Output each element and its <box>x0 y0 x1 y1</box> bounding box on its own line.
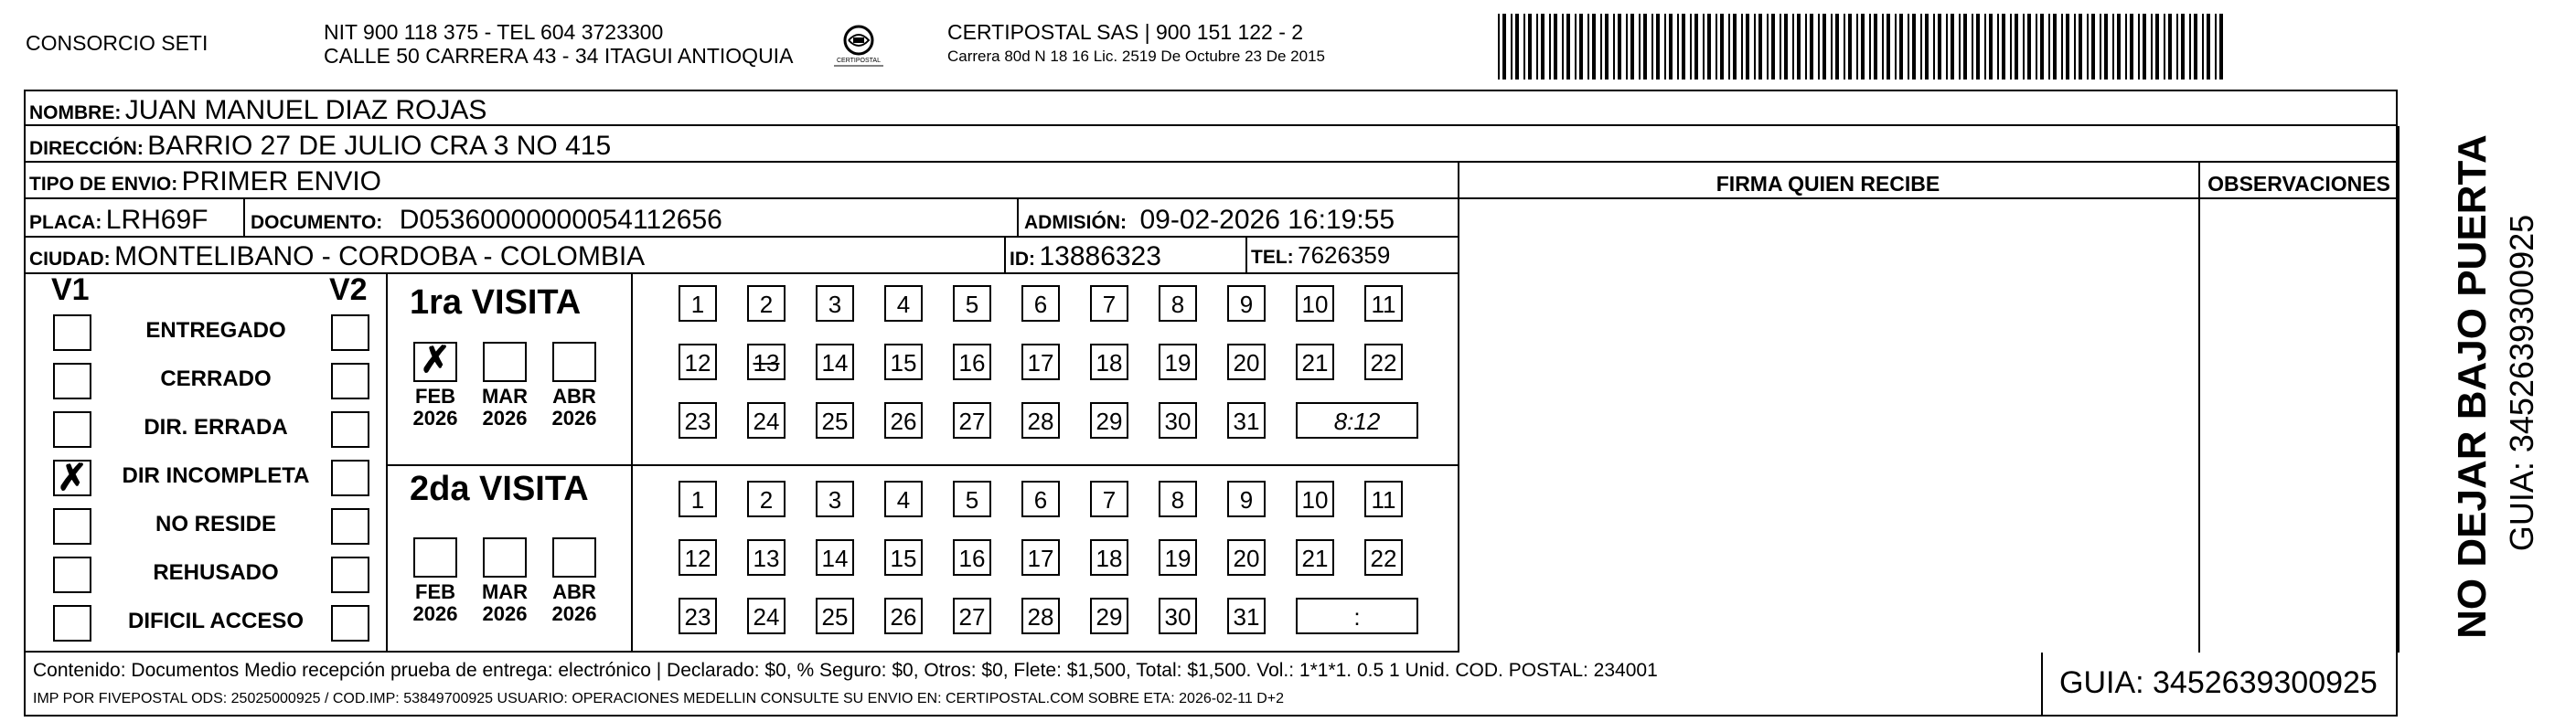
barcode-bar <box>1523 14 1525 80</box>
v1-checkbox[interactable] <box>53 605 91 642</box>
v1-checkbox[interactable] <box>53 411 91 448</box>
id-divider <box>1004 238 1006 274</box>
barcode-bar <box>1618 14 1621 80</box>
barcode-bar <box>1972 14 1973 80</box>
day-box[interactable]: 26 <box>884 402 923 439</box>
v2-checkbox[interactable] <box>331 460 369 496</box>
v2-checkbox[interactable] <box>331 557 369 593</box>
day-box[interactable]: 9 <box>1227 481 1266 517</box>
day-box[interactable]: 12 <box>679 539 717 576</box>
v2-checkbox[interactable] <box>331 605 369 642</box>
day-box[interactable]: 23 <box>679 402 717 439</box>
barcode-bar <box>1579 14 1583 80</box>
tel-field <box>1251 241 1390 270</box>
day-box[interactable]: 8 <box>1159 285 1197 322</box>
barcode-bar <box>1536 14 1538 80</box>
nombre-field <box>29 95 486 126</box>
barcode-bar <box>1848 14 1852 80</box>
firma-header-line <box>1458 197 2398 199</box>
second-visit-label: 2da VISITA <box>410 470 589 508</box>
barcode-bar <box>1733 14 1737 80</box>
company-name: CONSORCIO SETI <box>26 31 208 55</box>
id-value: 13886323 <box>1039 241 1161 271</box>
v2-checkbox[interactable] <box>331 411 369 448</box>
barcode-bar <box>1997 14 1999 80</box>
barcode-bar <box>1754 14 1756 80</box>
day-box[interactable]: 8 <box>1159 481 1197 517</box>
barcode-bar <box>1720 14 1724 80</box>
barcode-bar <box>1669 14 1673 80</box>
address-line: CALLE 50 CARRERA 43 - 34 ITAGUI ANTIOQUIA <box>324 44 794 68</box>
day-box[interactable]: 13 <box>747 344 786 380</box>
footer-guia-divider <box>2041 653 2043 717</box>
day-box[interactable]: 7 <box>1090 481 1128 517</box>
day-box[interactable]: 30 <box>1159 402 1197 439</box>
side-column-line <box>2398 126 2400 653</box>
month-checkbox[interactable] <box>552 342 596 382</box>
nombre-label: NOMBRE: <box>29 102 122 123</box>
barcode-bar <box>2061 14 2063 80</box>
barcode-bar <box>1887 14 1890 80</box>
barcode-bar <box>1805 14 1807 80</box>
id-field <box>1010 241 1161 272</box>
barcode-bar <box>1575 14 1577 80</box>
barcode-bar <box>1780 14 1781 80</box>
firma-label: FIRMA QUIEN RECIBE <box>1716 172 1940 196</box>
barcode-bar <box>1664 14 1666 80</box>
admision-label: ADMISIÓN: <box>1024 212 1127 233</box>
footer-guia: GUIA: 3452639300925 <box>2059 665 2378 700</box>
barcode-bar <box>2219 14 2223 80</box>
barcode-bar <box>1741 14 1743 80</box>
side-guia-text: GUIA: 3452639300925 <box>2503 214 2540 552</box>
direccion-value: BARRIO 27 DE JULIO CRA 3 NO 415 <box>147 131 612 161</box>
v1-checkbox[interactable]: ✗ <box>53 460 91 496</box>
month-checkbox[interactable]: ✗ <box>413 342 457 382</box>
barcode-bar <box>2010 14 2012 80</box>
v1-checkbox[interactable] <box>53 314 91 351</box>
month-label: FEB <box>415 580 455 603</box>
day-box[interactable]: 11 <box>1364 481 1403 517</box>
tipo-field <box>29 166 381 197</box>
barcode-bar <box>1822 14 1826 80</box>
day-box[interactable]: 16 <box>953 539 991 576</box>
day-box[interactable]: 5 <box>953 285 991 322</box>
barcode-bar <box>1528 14 1532 80</box>
barcode-bar <box>1882 14 1884 80</box>
day-box[interactable]: 18 <box>1090 539 1128 576</box>
month-label: FEB <box>415 385 455 408</box>
day-box[interactable]: 26 <box>884 598 923 634</box>
day-box[interactable]: 9 <box>1227 285 1266 322</box>
barcode-bar <box>2112 14 2114 80</box>
day-box[interactable]: 6 <box>1021 481 1060 517</box>
barcode-bar <box>1651 14 1653 80</box>
day-box[interactable]: 13 <box>747 539 786 576</box>
direccion-label: DIRECCIÓN: <box>29 138 144 159</box>
barcode-bar <box>1771 14 1775 80</box>
barcode-bar <box>1694 14 1698 80</box>
v2-label: V2 <box>329 272 368 307</box>
barcode-bar <box>1767 14 1769 80</box>
barcode-bar <box>2048 14 2050 80</box>
year-label: 2026 <box>551 602 597 625</box>
v1-checkbox[interactable] <box>53 557 91 593</box>
barcode-bar <box>1716 14 1717 80</box>
barcode-bar <box>1951 14 1954 80</box>
year-label: 2026 <box>412 602 458 625</box>
barcode-bar <box>1984 14 1986 80</box>
barcode-bar <box>1707 14 1711 80</box>
barcode-bar <box>2189 14 2191 80</box>
documento-label: DOCUMENTO: <box>251 212 383 233</box>
year-label: 2026 <box>482 407 528 430</box>
day-box[interactable]: 15 <box>884 344 923 380</box>
barcode-bar <box>1502 14 1506 80</box>
direccion-field <box>29 131 611 162</box>
admision-value: 09-02-2026 16:19:55 <box>1139 205 1395 235</box>
barcode-bar <box>1592 14 1596 80</box>
months-divider <box>631 274 633 653</box>
barcode-bar <box>1511 14 1512 80</box>
year-label: 2026 <box>551 407 597 430</box>
barcode-bar <box>1835 14 1839 80</box>
certipostal-logo <box>830 20 887 75</box>
barcode-bar <box>1677 14 1679 80</box>
barcode-bar <box>2164 14 2165 80</box>
barcode-bar <box>1933 14 1935 80</box>
tel-divider <box>1245 238 1247 274</box>
admision-field <box>1024 205 1395 236</box>
barcode-bar <box>2181 14 2185 80</box>
license-line: Carrera 80d N 18 16 Lic. 2519 De Octubre 23 De 2015 <box>947 48 1325 65</box>
barcode-bar <box>1498 14 1500 80</box>
ciudad-label: CIUDAD: <box>29 249 111 270</box>
id-label: ID: <box>1010 249 1035 270</box>
barcode-bar <box>1566 14 1570 80</box>
ciudad-value: MONTELIBANO - CORDOBA - COLOMBIA <box>114 241 646 271</box>
month-checkbox[interactable] <box>413 537 457 578</box>
tel-value: 7626359 <box>1298 241 1391 269</box>
barcode-bar <box>1554 14 1557 80</box>
barcode <box>1498 14 2229 80</box>
admision-divider <box>1017 199 1019 238</box>
barcode-bar <box>2100 14 2101 80</box>
day-box[interactable]: 25 <box>816 402 854 439</box>
visit-bottom <box>24 651 1459 653</box>
logo-text: CERTIPOSTAL <box>837 58 881 64</box>
barcode-bar <box>2176 14 2178 80</box>
certipostal-line: CERTIPOSTAL SAS | 900 151 122 - 2 <box>947 20 1304 44</box>
barcode-bar <box>2130 14 2133 80</box>
day-box[interactable]: 18 <box>1090 344 1128 380</box>
day-box[interactable]: 28 <box>1021 598 1060 634</box>
barcode-bar <box>1976 14 1980 80</box>
barcode-bar <box>2002 14 2005 80</box>
barcode-bar <box>1989 14 1993 80</box>
barcode-bar <box>2138 14 2140 80</box>
barcode-bar <box>2040 14 2044 80</box>
month-label: MAR <box>481 580 529 603</box>
day-box[interactable]: 31 <box>1227 598 1266 634</box>
year-label: 2026 <box>482 602 528 625</box>
day-box[interactable]: 6 <box>1021 285 1060 322</box>
barcode-bar <box>2143 14 2146 80</box>
barcode-bar <box>1613 14 1615 80</box>
barcode-bar <box>2036 14 2037 80</box>
nit-line: NIT 900 118 375 - TEL 604 3723300 <box>324 20 664 44</box>
tipo-label: TIPO DE ENVIO: <box>29 174 178 195</box>
day-box[interactable]: 17 <box>1021 344 1060 380</box>
month-label: ABR <box>552 580 596 603</box>
day-box[interactable]: 12 <box>679 344 717 380</box>
day-box[interactable]: 19 <box>1159 344 1197 380</box>
imp-text: IMP POR FIVEPOSTAL ODS: 25025000925 / COD.IMP: 53849700925 USUARIO: OPERACIONES MEDELLIN CONSULTE SU ENVIO EN: CERTIPOSTAL.COM SOBRE ETA: 2026-02-11 D+2 <box>33 691 1285 706</box>
barcode-bar <box>1818 14 1820 80</box>
barcode-bar <box>1920 14 1922 80</box>
barcode-bar <box>1895 14 1897 80</box>
barcode-bar <box>2066 14 2069 80</box>
tipo-value: PRIMER ENVIO <box>181 166 382 196</box>
barcode-bar <box>2015 14 2018 80</box>
day-box[interactable]: 19 <box>1159 539 1197 576</box>
obs-pane <box>2198 163 2200 653</box>
barcode-bar <box>1963 14 1967 80</box>
side-text <box>2409 119 2546 649</box>
barcode-bar <box>1874 14 1877 80</box>
observaciones-label: OBSERVACIONES <box>2207 172 2390 196</box>
barcode-bar <box>1541 14 1545 80</box>
barcode-bar <box>2087 14 2089 80</box>
reason-label: DIR INCOMPLETA <box>122 463 310 488</box>
barcode-bar <box>1959 14 1961 80</box>
day-box[interactable]: 17 <box>1021 539 1060 576</box>
day-box[interactable]: 16 <box>953 344 991 380</box>
day-box[interactable]: 27 <box>953 402 991 439</box>
day-box[interactable]: 20 <box>1227 539 1266 576</box>
reason-label: NO RESIDE <box>155 512 277 536</box>
day-box[interactable]: 21 <box>1296 344 1334 380</box>
day-box[interactable]: 20 <box>1227 344 1266 380</box>
time-box[interactable]: 8:12 <box>1296 402 1418 439</box>
year-label: 2026 <box>412 407 458 430</box>
barcode-bar <box>2125 14 2127 80</box>
placa-field <box>29 205 208 236</box>
day-box[interactable]: 28 <box>1021 402 1060 439</box>
month-checkbox[interactable] <box>552 537 596 578</box>
barcode-bar <box>1703 14 1705 80</box>
no-dejar-text: NO DEJAR BAJO PUERTA <box>2450 134 2495 639</box>
barcode-bar <box>1831 14 1833 80</box>
v1-checkbox[interactable] <box>53 508 91 545</box>
barcode-bar <box>2168 14 2172 80</box>
status-divider <box>386 274 388 653</box>
barcode-bar <box>2151 14 2153 80</box>
reason-label: DIFICIL ACCESO <box>127 609 304 633</box>
barcode-bar <box>1784 14 1788 80</box>
day-box[interactable]: 1 <box>679 481 717 517</box>
placa-divider <box>243 199 245 238</box>
barcode-bar <box>1515 14 1519 80</box>
day-box[interactable]: 23 <box>679 598 717 634</box>
barcode-bar <box>2091 14 2095 80</box>
barcode-bar <box>2194 14 2197 80</box>
v1-label: V1 <box>51 272 90 307</box>
barcode-bar <box>1600 14 1602 80</box>
day-box[interactable]: 29 <box>1090 402 1128 439</box>
barcode-bar <box>2215 14 2217 80</box>
month-checkbox[interactable] <box>483 537 527 578</box>
barcode-bar <box>1630 14 1634 80</box>
barcode-bar <box>1810 14 1813 80</box>
barcode-bar <box>1639 14 1641 80</box>
documento-field <box>251 205 722 236</box>
day-box[interactable]: 2 <box>747 285 786 322</box>
day-box[interactable]: 14 <box>816 539 854 576</box>
day-box[interactable]: 3 <box>816 285 854 322</box>
day-box[interactable]: 10 <box>1296 481 1334 517</box>
barcode-bar <box>1946 14 1948 80</box>
month-label: ABR <box>552 385 596 408</box>
barcode-bar <box>1861 14 1865 80</box>
v2-checkbox[interactable] <box>331 314 369 351</box>
v1-checkbox[interactable] <box>53 363 91 399</box>
barcode-bar <box>1626 14 1628 80</box>
contenido-text: Contenido: Documentos Medio recepción prueba de entrega: electrónico | Declarado: $0, % Seguro: $0, Otros: $0, Flete: $1,500, Total: $1,500. Vol.: 1*1*1. 0.5 1 Unid. COD. POSTAL: 234001 <box>33 660 1658 681</box>
barcode-bar <box>1797 14 1801 80</box>
day-box[interactable]: 4 <box>884 285 923 322</box>
barcode-bar <box>2104 14 2108 80</box>
barcode-bar <box>1562 14 1564 80</box>
barcode-bar <box>1643 14 1647 80</box>
ciudad-field <box>29 241 645 272</box>
day-box[interactable]: 27 <box>953 598 991 634</box>
month-label: MAR <box>481 385 529 408</box>
day-box[interactable]: 3 <box>816 481 854 517</box>
documento-value: D05360000000054112656 <box>399 205 722 235</box>
barcode-bar <box>1682 14 1685 80</box>
barcode-bar <box>2053 14 2057 80</box>
reason-label: CERRADO <box>160 366 272 391</box>
day-box[interactable]: 24 <box>747 402 786 439</box>
day-box[interactable]: 29 <box>1090 598 1128 634</box>
day-box[interactable]: 4 <box>884 481 923 517</box>
barcode-bar <box>1656 14 1660 80</box>
day-box[interactable]: 22 <box>1364 344 1403 380</box>
barcode-bar <box>1549 14 1551 80</box>
day-box[interactable]: 30 <box>1159 598 1197 634</box>
v2-checkbox[interactable] <box>331 508 369 545</box>
day-box[interactable]: 1 <box>679 285 717 322</box>
visit-midline <box>386 464 1459 466</box>
placa-label: PLACA: <box>29 212 102 233</box>
day-box[interactable]: 5 <box>953 481 991 517</box>
day-box[interactable]: 15 <box>884 539 923 576</box>
day-box[interactable]: 14 <box>816 344 854 380</box>
day-box[interactable]: 11 <box>1364 285 1403 322</box>
barcode-bar <box>2027 14 2031 80</box>
v2-checkbox[interactable] <box>331 363 369 399</box>
day-box[interactable]: 10 <box>1296 285 1334 322</box>
barcode-bar <box>1690 14 1692 80</box>
nombre-value: JUAN MANUEL DIAZ ROJAS <box>124 95 487 125</box>
first-visit-label: 1ra VISITA <box>410 283 582 322</box>
barcode-bar <box>1605 14 1609 80</box>
barcode-bar <box>1899 14 1903 80</box>
barcode-bar <box>1746 14 1749 80</box>
barcode-bar <box>1758 14 1762 80</box>
day-box[interactable]: 25 <box>816 598 854 634</box>
barcode-bar <box>1908 14 1909 80</box>
barcode-bar <box>1844 14 1845 80</box>
time-box[interactable]: : <box>1296 598 1418 634</box>
day-box[interactable]: 2 <box>747 481 786 517</box>
day-box[interactable]: 24 <box>747 598 786 634</box>
barcode-bar <box>2202 14 2204 80</box>
barcode-bar <box>1728 14 1730 80</box>
day-box[interactable]: 7 <box>1090 285 1128 322</box>
barcode-bar <box>1869 14 1871 80</box>
month-checkbox[interactable] <box>483 342 527 382</box>
reason-label: DIR. ERRADA <box>144 415 288 440</box>
barcode-bar <box>2117 14 2121 80</box>
day-box[interactable]: 22 <box>1364 539 1403 576</box>
tel-label: TEL: <box>1251 247 1294 268</box>
barcode-bar <box>2074 14 2076 80</box>
barcode-bar <box>1856 14 1858 80</box>
barcode-bar <box>2207 14 2210 80</box>
day-box[interactable]: 31 <box>1227 402 1266 439</box>
day-box[interactable]: 21 <box>1296 539 1334 576</box>
barcode-bar <box>1938 14 1941 80</box>
barcode-bar <box>1792 14 1794 80</box>
barcode-bar <box>2023 14 2025 80</box>
barcode-bar <box>2079 14 2082 80</box>
barcode-bar <box>2155 14 2159 80</box>
barcode-bar <box>1912 14 1916 80</box>
barcode-bar <box>1925 14 1929 80</box>
barcode-bar <box>1587 14 1589 80</box>
reason-label: ENTREGADO <box>145 318 286 343</box>
reason-label: REHUSADO <box>153 560 279 585</box>
placa-value: LRH69F <box>105 205 208 235</box>
